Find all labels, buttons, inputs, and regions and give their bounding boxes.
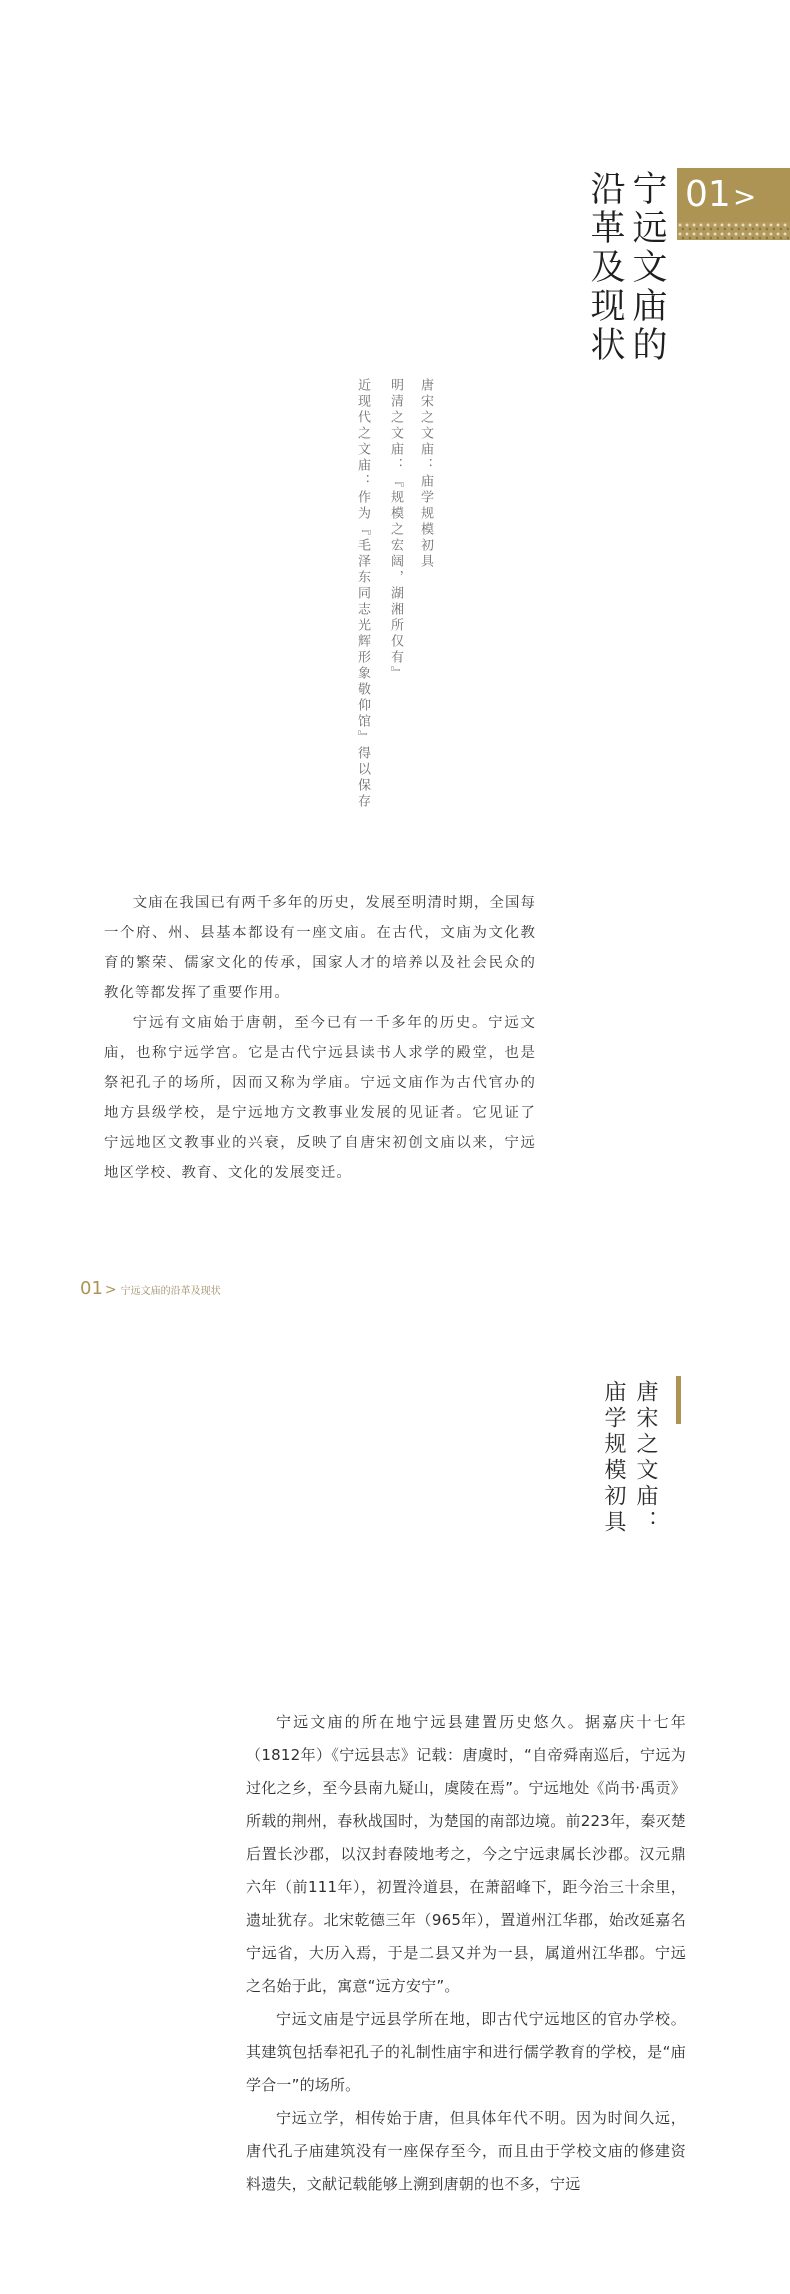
running-header-title: 宁远文庙的沿革及现状 bbox=[120, 1286, 221, 1297]
running-header bbox=[80, 1278, 221, 1299]
chapter-number: 01 bbox=[685, 174, 731, 215]
section-heading-line-2: 庙学规模初具 bbox=[601, 1380, 626, 1536]
chapter-badge bbox=[677, 168, 790, 243]
intro-paragraph: 宁远有文庙始于唐朝，至今已有一千多年的历史。宁远文庙，也称宁远学宫。它是古代宁远县读书人求学的殿堂，也是祭祀孔子的场所，因而又称为学庙。宁远文庙作为古代官办的地方县级学校，是宁远地方文教事业发展的见证者。它见证了宁远地区文教事业的兴衰，反映了自唐宋初创文庙以来，宁远地区学校、教育、文化的发展变迁。 bbox=[104, 1015, 536, 1181]
body-paragraph: 宁远立学，相传始于唐，但具体年代不明。因为时间久远，唐代孔子庙建筑没有一座保存至今，而且由于学校文庙的修建资料遗失，文献记载能够上溯到唐朝的也不多，宁远 bbox=[246, 2109, 686, 2193]
decorative-pattern-strip bbox=[677, 222, 790, 240]
chapter-subtitle-1: 唐宋之文庙：庙学规模初具 bbox=[418, 378, 433, 570]
intro-paragraph: 文庙在我国已有两千多年的历史，发展至明清时期，全国每一个府、州、县基本都设有一座文庙。在古代，文庙为文化教育的繁荣、儒家文化的传承，国家人才的培养以及社会民众的教化等都发挥了重要作用。 bbox=[104, 895, 536, 1001]
intro-text bbox=[104, 888, 536, 1188]
body-paragraph: 宁远文庙的所在地宁远县建置历史悠久。据嘉庆十七年（1812年）《宁远县志》记载：唐虞时，“自帝舜南巡后，宁远为过化之乡，至今县南九疑山，虞陵在焉”。宁远地处《尚书·禹贡》所载的荆州，春秋战国时，为楚国的南部边境。前223年，秦灭楚后置长沙郡，以汉封舂陵地考之，今之宁远隶属长沙郡。汉元鼎六年（前111年），初置泠道县，在萧韶峰下，距今治三十余里，遗址犹存。北宋乾德三年（965年），置道州江华郡，始改延嘉名宁远省，大历入焉，于是二县又并为一县，属道州江华郡。宁远之名始于此，寓意“远方安宁”。 bbox=[246, 1713, 686, 1995]
running-header-number: 01 bbox=[80, 1278, 103, 1299]
chapter-number-box bbox=[677, 168, 790, 222]
chapter-title-line-2: 沿革及现状 bbox=[585, 170, 625, 365]
chapter-subtitle-3: 近现代之文庙：作为『毛泽东同志光辉形象敬仰馆』得以保存 bbox=[355, 378, 370, 810]
section-heading-line-1: 唐宋之文庙： bbox=[633, 1380, 658, 1536]
chevron-right-icon: > bbox=[104, 1282, 117, 1298]
chapter-subtitle-2: 明清之文庙：『规模之宏阔，湖湘所仅有』 bbox=[388, 378, 403, 682]
chapter-title-line-1: 宁远文庙的 bbox=[627, 170, 667, 365]
section-accent-bar bbox=[676, 1376, 681, 1424]
chevron-right-icon: > bbox=[732, 180, 757, 213]
body-paragraph: 宁远文庙是宁远县学所在地，即古代宁远地区的官办学校。其建筑包括奉祀孔子的礼制性庙宇和进行儒学教育的学校，是“庙学合一”的场所。 bbox=[246, 2010, 686, 2094]
body-text bbox=[246, 1706, 686, 2201]
